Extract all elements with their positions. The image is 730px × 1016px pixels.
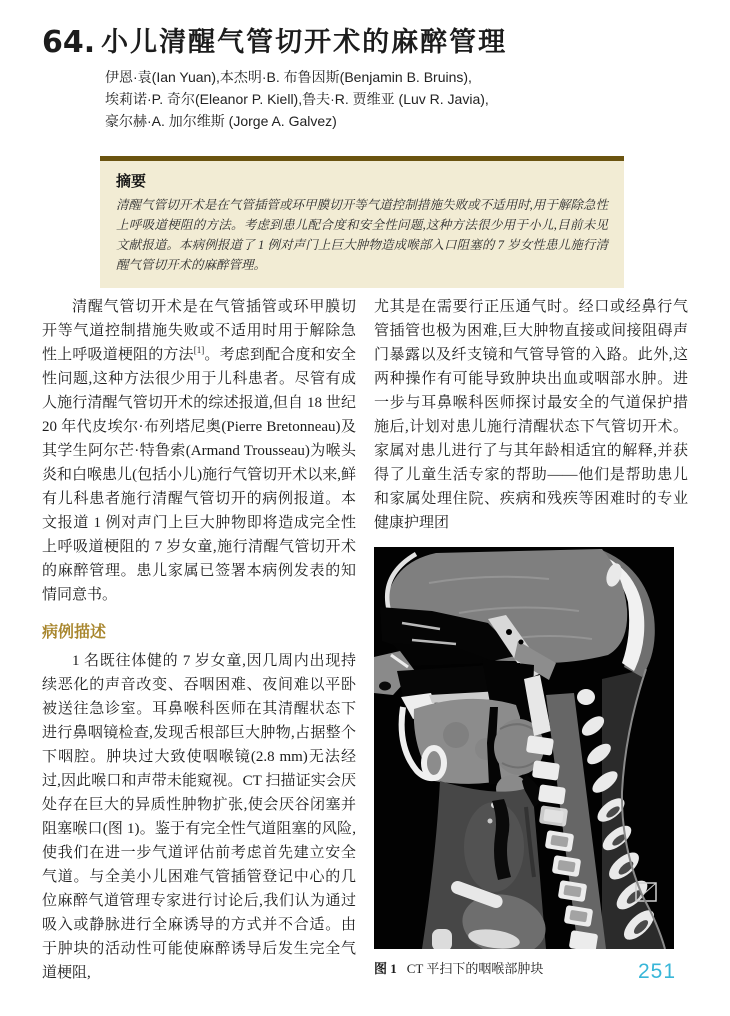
- reference-marker: [1]: [193, 345, 205, 355]
- ct-scan-image: [374, 547, 674, 949]
- author-line: 豪尔赫·A. 加尔维斯 (Jorge A. Galvez): [105, 113, 337, 129]
- paragraph-3: 尤其是在需要行正压通气时。经口或经鼻行气管插管也极为困难,巨大肿物直接或间接阻碍声门暴露以及纤支镜和气管导管的入路。此外,这两种操作有可能导致肿块出血或咽部水肿。进一步与耳鼻喉科医师探讨最安全的气道保护措施后,计划对患儿施行清醒状态下气管切开术。家属对患儿进行了与其年龄相适宜的解释,并获得了儿童生活专家的帮助——他们是帮助患儿和家属处理住院、疾病和残疾等困难时的专业健康护理团: [374, 299, 688, 531]
- paragraph-1-rest: 。考虑到配合度和安全性问题,这种方法很少用于儿科患者。尽管有成人施行清醒气管切开术的综述报道,但自 18 世纪 20 年代皮埃尔·布列塔尼奥(Pierre Bretonneau)及其学生阿尔芒·特鲁索(Armand Trousseau)为喉头炎和白喉患儿(包括小儿)施行气管切开术以来,鲜有儿科患者施行清醒气管切开的病例报道。本文报道 1 例对声门上巨大肿物即将造成完全性上呼吸道梗阻的 7 岁女童,施行清醒气管切开术的麻醉管理。患儿家属已签署本病例发表的知情同意书。: [42, 347, 356, 603]
- figure-label: 图 1: [374, 961, 397, 976]
- authors-block: [105, 66, 489, 132]
- author-line: 伊恩·袁(Ian Yuan),本杰明·B. 布鲁因斯(Benjamin B. Bruins),: [105, 69, 472, 85]
- chapter-number: 64.: [42, 25, 96, 60]
- section-heading-case-description: 病例描述: [42, 624, 107, 641]
- ct-scan-figure: [374, 547, 688, 977]
- paragraph-2: 1 名既往体健的 7 岁女童,因几周内出现持续恶化的声音改变、吞咽困难、夜间难以平卧被送往急诊室。耳鼻喉科医师在其清醒状态下进行鼻咽镜检查,发现舌根部巨大肿物,占据整个下咽腔。肿块过大致使咽喉镜(2.8 mm)无法经过,因此喉口和声带未能窥视。CT 扫描证实会厌处存在巨大的异质性肿物扩张,使会厌谷闭塞并阻塞喉口(图 1)。鉴于有完全性气道阻塞的风险,使我们在进一步气道评估前考虑首先建立安全气道。与全美小儿困难气管插管登记中心的几位麻醉气道管理专家进行讨论后,我们认为通过吸入或静脉进行全麻诱导的方式并不合适。由于肿块的活动性可能使麻醉诱导后发生完全气道梗阻,: [42, 653, 356, 981]
- paragraph-1: [42, 295, 356, 607]
- author-line: 埃莉诺·P. 奇尔(Eleanor P. Kiell),鲁夫·R. 贾维亚 (Luv R. Javia),: [105, 91, 489, 107]
- body-column-left: [42, 295, 356, 985]
- abstract-box: [100, 156, 624, 288]
- paragraph-1-lead: 清醒气管切开术是在气管插管或环甲膜切开等气道控制措施失败或不适用时用于解除急性上呼吸道梗阻的方法: [42, 299, 356, 363]
- figure-caption-text: CT 平扫下的咽喉部肿块: [406, 961, 544, 976]
- abstract-text: 清醒气管切开术是在气管插管或环甲膜切开等气道控制措施失败或不适用时,用于解除急性上呼吸道梗阻的方法。考虑到患儿配合度和安全性问题,这种方法很少用于小儿,目前未见文献报道。本病例报道了 1 例对声门上巨大肿物造成喉部入口阻塞的 7 岁女性患儿施行清醒气管切开术的麻醉管理。: [116, 198, 608, 272]
- chapter-name: 小儿清醒气管切开术的麻醉管理: [101, 27, 508, 57]
- abstract-label: 摘要: [116, 173, 147, 190]
- page-title: [42, 20, 507, 60]
- body-column-right: [374, 295, 688, 977]
- page-number: 251: [638, 960, 677, 983]
